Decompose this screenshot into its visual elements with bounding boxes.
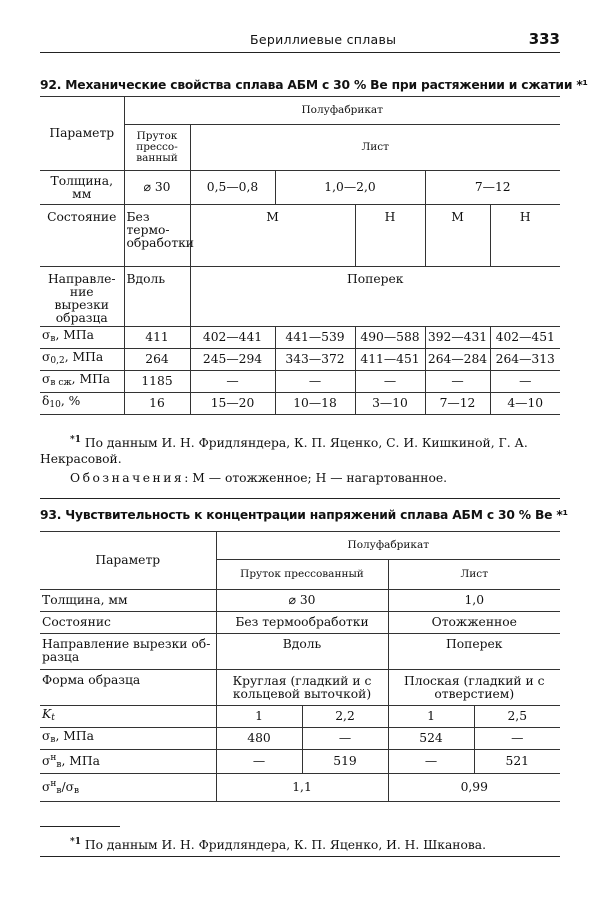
t92-semi-header: Полуфабрикат bbox=[124, 97, 560, 125]
table93-caption: 93. Чувствительность к концентрации напряжений сплава АБМ с 30 % Be *¹ bbox=[40, 508, 568, 522]
t92-cell: ⌀ 30 bbox=[124, 171, 190, 205]
t93-cell: Поперек bbox=[388, 634, 560, 670]
table92-caption: 92. Механические свойства сплава АБМ с 30 % Be при растяжении и сжатии *¹ bbox=[40, 78, 588, 92]
t92-cell: 1,0—2,0 bbox=[275, 171, 425, 205]
t92-cell: Н bbox=[490, 205, 560, 267]
t92-cell: 0,5—0,8 bbox=[190, 171, 275, 205]
t92-cell: Без термо-обработки bbox=[124, 205, 190, 267]
t92-state-label: Состояние bbox=[40, 205, 124, 267]
t93-state-label: Состоянис bbox=[40, 612, 216, 634]
t93-rod-header: Пруток прессованный bbox=[216, 560, 388, 590]
t93-cell: Вдоль bbox=[216, 634, 388, 670]
divider bbox=[40, 856, 560, 857]
t92-dir-label: Направле-ние вырезки образца bbox=[40, 267, 124, 327]
t92-cell: Поперек bbox=[190, 267, 560, 327]
t93-cell: Плоская (гладкий и с отверстием) bbox=[388, 670, 560, 706]
t93-shape-label: Форма образца bbox=[40, 670, 216, 706]
table-row: $K_t$ 1 2,2 1 2,5 bbox=[40, 706, 560, 728]
page-header bbox=[40, 22, 560, 53]
t93-param-header: Параметр bbox=[40, 532, 216, 590]
t92-cell: Н bbox=[355, 205, 425, 267]
t93-semi-header: Полуфабрикат bbox=[216, 532, 560, 560]
table-row: $\delta_{10}$, % 16 15—20 10—18 3—10 7—12 4—10 bbox=[40, 393, 560, 415]
t93-cell: Без термообработки bbox=[216, 612, 388, 634]
table93 bbox=[40, 531, 560, 802]
t93-cell: Круглая (гладкий и с кольцевой выточкой) bbox=[216, 670, 388, 706]
table-row: $\sigma^н_в/\sigma_в$ 1,1 0,99 bbox=[40, 774, 560, 802]
t92-rod-header: Пруток прессо-ванный bbox=[124, 125, 190, 171]
t92-legend: Обозначения: М — отожженное; Н — нагартованное. bbox=[70, 471, 448, 485]
table92 bbox=[40, 96, 560, 415]
t93-dir-label: Направление вырезки об-разца bbox=[40, 634, 216, 670]
t93-sheet-header: Лист bbox=[388, 560, 560, 590]
footnote-rule bbox=[40, 826, 120, 827]
table-row: $\sigma_{в сж}$, МПа 1185 — — — — — bbox=[40, 371, 560, 393]
t93-footnote: $^{*1}$ По данным И. Н. Фридляндера, К. П. Яценко, И. Н. Шканова. bbox=[70, 837, 487, 853]
t93-cell: Отожженное bbox=[388, 612, 560, 634]
t92-thick-label: Толщина, мм bbox=[40, 171, 124, 205]
table-row: $\sigma_в$, МПа 411 402—441 441—539 490—588 392—431 402—451 bbox=[40, 327, 560, 349]
table-row: $\sigma_в$, МПа 480 — 524 — bbox=[40, 728, 560, 750]
divider bbox=[40, 498, 560, 499]
t92-cell: М bbox=[190, 205, 355, 267]
t92-cell: М bbox=[425, 205, 490, 267]
page-number: 333 bbox=[528, 30, 560, 48]
t93-cell: ⌀ 30 bbox=[216, 590, 388, 612]
t92-sheet-header: Лист bbox=[190, 125, 560, 171]
t93-thick-label: Толщина, мм bbox=[40, 590, 216, 612]
t92-footnote: $^{*1}$ По данным И. Н. Фридляндера, К. П. Яценко, С. И. Кишкиной, Г. А. Некрасовой. bbox=[40, 435, 528, 467]
table-row: $\sigma_{0,2}$, МПа 264 245—294 343—372 411—451 264—284 264—313 bbox=[40, 349, 560, 371]
t92-cell: Вдоль bbox=[124, 267, 190, 327]
table-row: $\sigma^н_в$, МПа — 519 — 521 bbox=[40, 750, 560, 774]
t92-param-header: Параметр bbox=[40, 97, 124, 171]
t93-cell: 1,0 bbox=[388, 590, 560, 612]
t92-cell: 7—12 bbox=[425, 171, 560, 205]
running-title: Бериллиевые сплавы bbox=[250, 32, 397, 47]
